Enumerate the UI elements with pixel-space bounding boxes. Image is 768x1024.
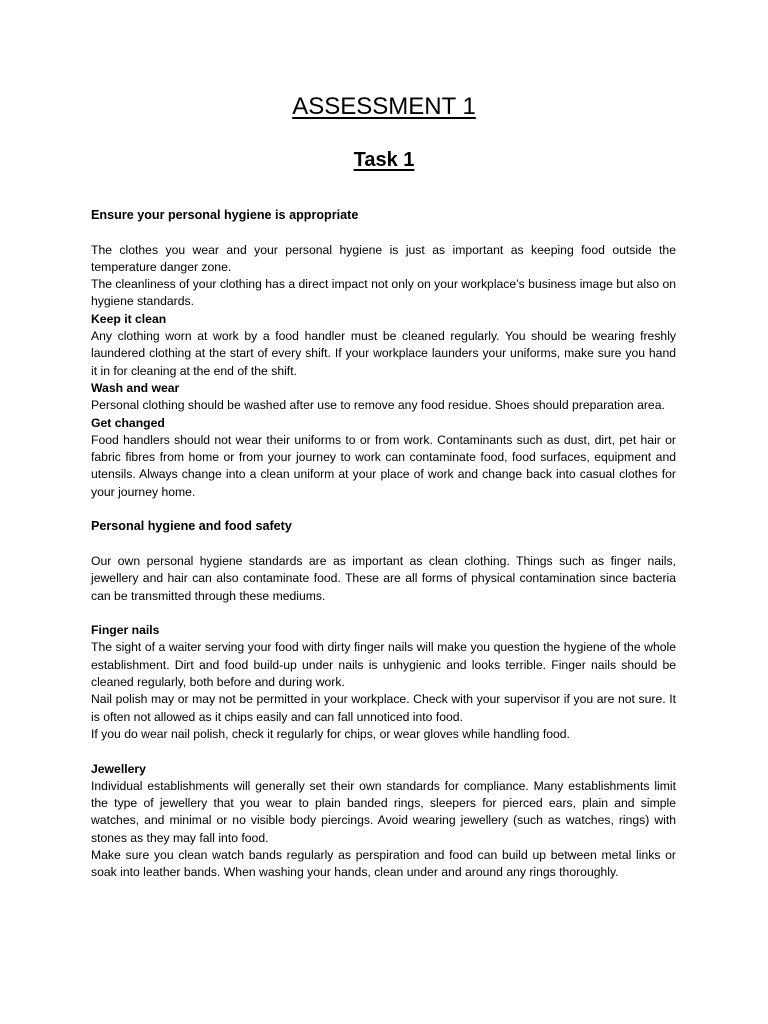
document-title: ASSESSMENT 1 [292, 93, 476, 120]
spacer [91, 224, 676, 241]
subheading-jewellery: Jewellery [91, 761, 146, 776]
subheading-keep-it-clean: Keep it clean [91, 311, 167, 326]
section-heading-personal-hygiene: Ensure your personal hygiene is appropriate [91, 208, 359, 222]
paragraph-finger-nails-3: If you do wear nail polish, check it regularly for chips, or wear gloves while handling food. [91, 726, 570, 741]
paragraph-clothes-intro: The clothes you wear and your personal hygiene is just as important as keeping food outside the temperature danger zone. [91, 242, 676, 274]
paragraph-jewellery-1: Individual establishments will generally set their own standards for compliance. Many establishments limit the type of jewellery that you wear to plain banded rings, sleepers for pierced ears, plain and simple watches, and minimal or no visible body piercings. Avoid wearing jewellery (such as watches, rings) with stones as they may fall into food. [91, 778, 676, 845]
paragraph-keep-it-clean: Any clothing worn at work by a food handler must be cleaned regularly. You should be wearing freshly laundered clothing at the start of every shift. If your workplace launders your uniforms, make sure you hand it in for cleaning at the end of the shift. [91, 329, 676, 378]
spacer [91, 605, 676, 622]
paragraph-wash-and-wear: Personal clothing should be washed after use to remove any food residue. Shoes should preparation area. [91, 398, 665, 413]
paragraph-food-safety-intro: Our own personal hygiene standards are as important as clean clothing. Things such as finger nails, jewellery and hair can also contaminate food. These are all forms of physical contamination since bacteria can be transmitted through these mediums. [91, 553, 676, 603]
paragraph-jewellery-2: Make sure you clean watch bands regularly as perspiration and food can build up between metal links or soak into leather bands. When washing your hands, clean under and around any rings thoroughly. [91, 847, 676, 880]
spacer [91, 743, 676, 760]
paragraph-finger-nails-1: The sight of a waiter serving your food with dirty finger nails will make you question the hygiene of the whole establishment. Dirt and food build-up under nails is unhygienic and looks terrible. Finger nails should be cleaned regularly, both before and during work. [91, 640, 676, 690]
paragraph-get-changed: Food handlers should not wear their uniforms to or from work. Contaminants such as dust, dirt, pet hair or fabric fibres from home or from your journey to work can contaminate food, food surfaces, equipment and utensils. Always change into a clean uniform at your place of work and change back into casual clothes for your journey home. [91, 432, 676, 499]
spacer [91, 501, 676, 518]
task-heading: Task 1 [353, 149, 415, 171]
document-body [91, 207, 676, 882]
section-heading-food-safety: Personal hygiene and food safety [91, 519, 292, 534]
subheading-wash-and-wear: Wash and wear [91, 380, 180, 395]
paragraph-finger-nails-2: Nail polish may or may not be permitted in your workplace. Check with your supervisor if you are not sure. It is often not allowed as it chips easily and can fall unnoticed into food. [91, 692, 676, 724]
paragraph-cleanliness: The cleanliness of your clothing has a direct impact not only on your workplace’s business image but also on hygiene standards. [91, 277, 676, 309]
subheading-get-changed: Get changed [91, 415, 165, 430]
spacer [91, 536, 676, 553]
subheading-finger-nails: Finger nails [91, 623, 160, 638]
